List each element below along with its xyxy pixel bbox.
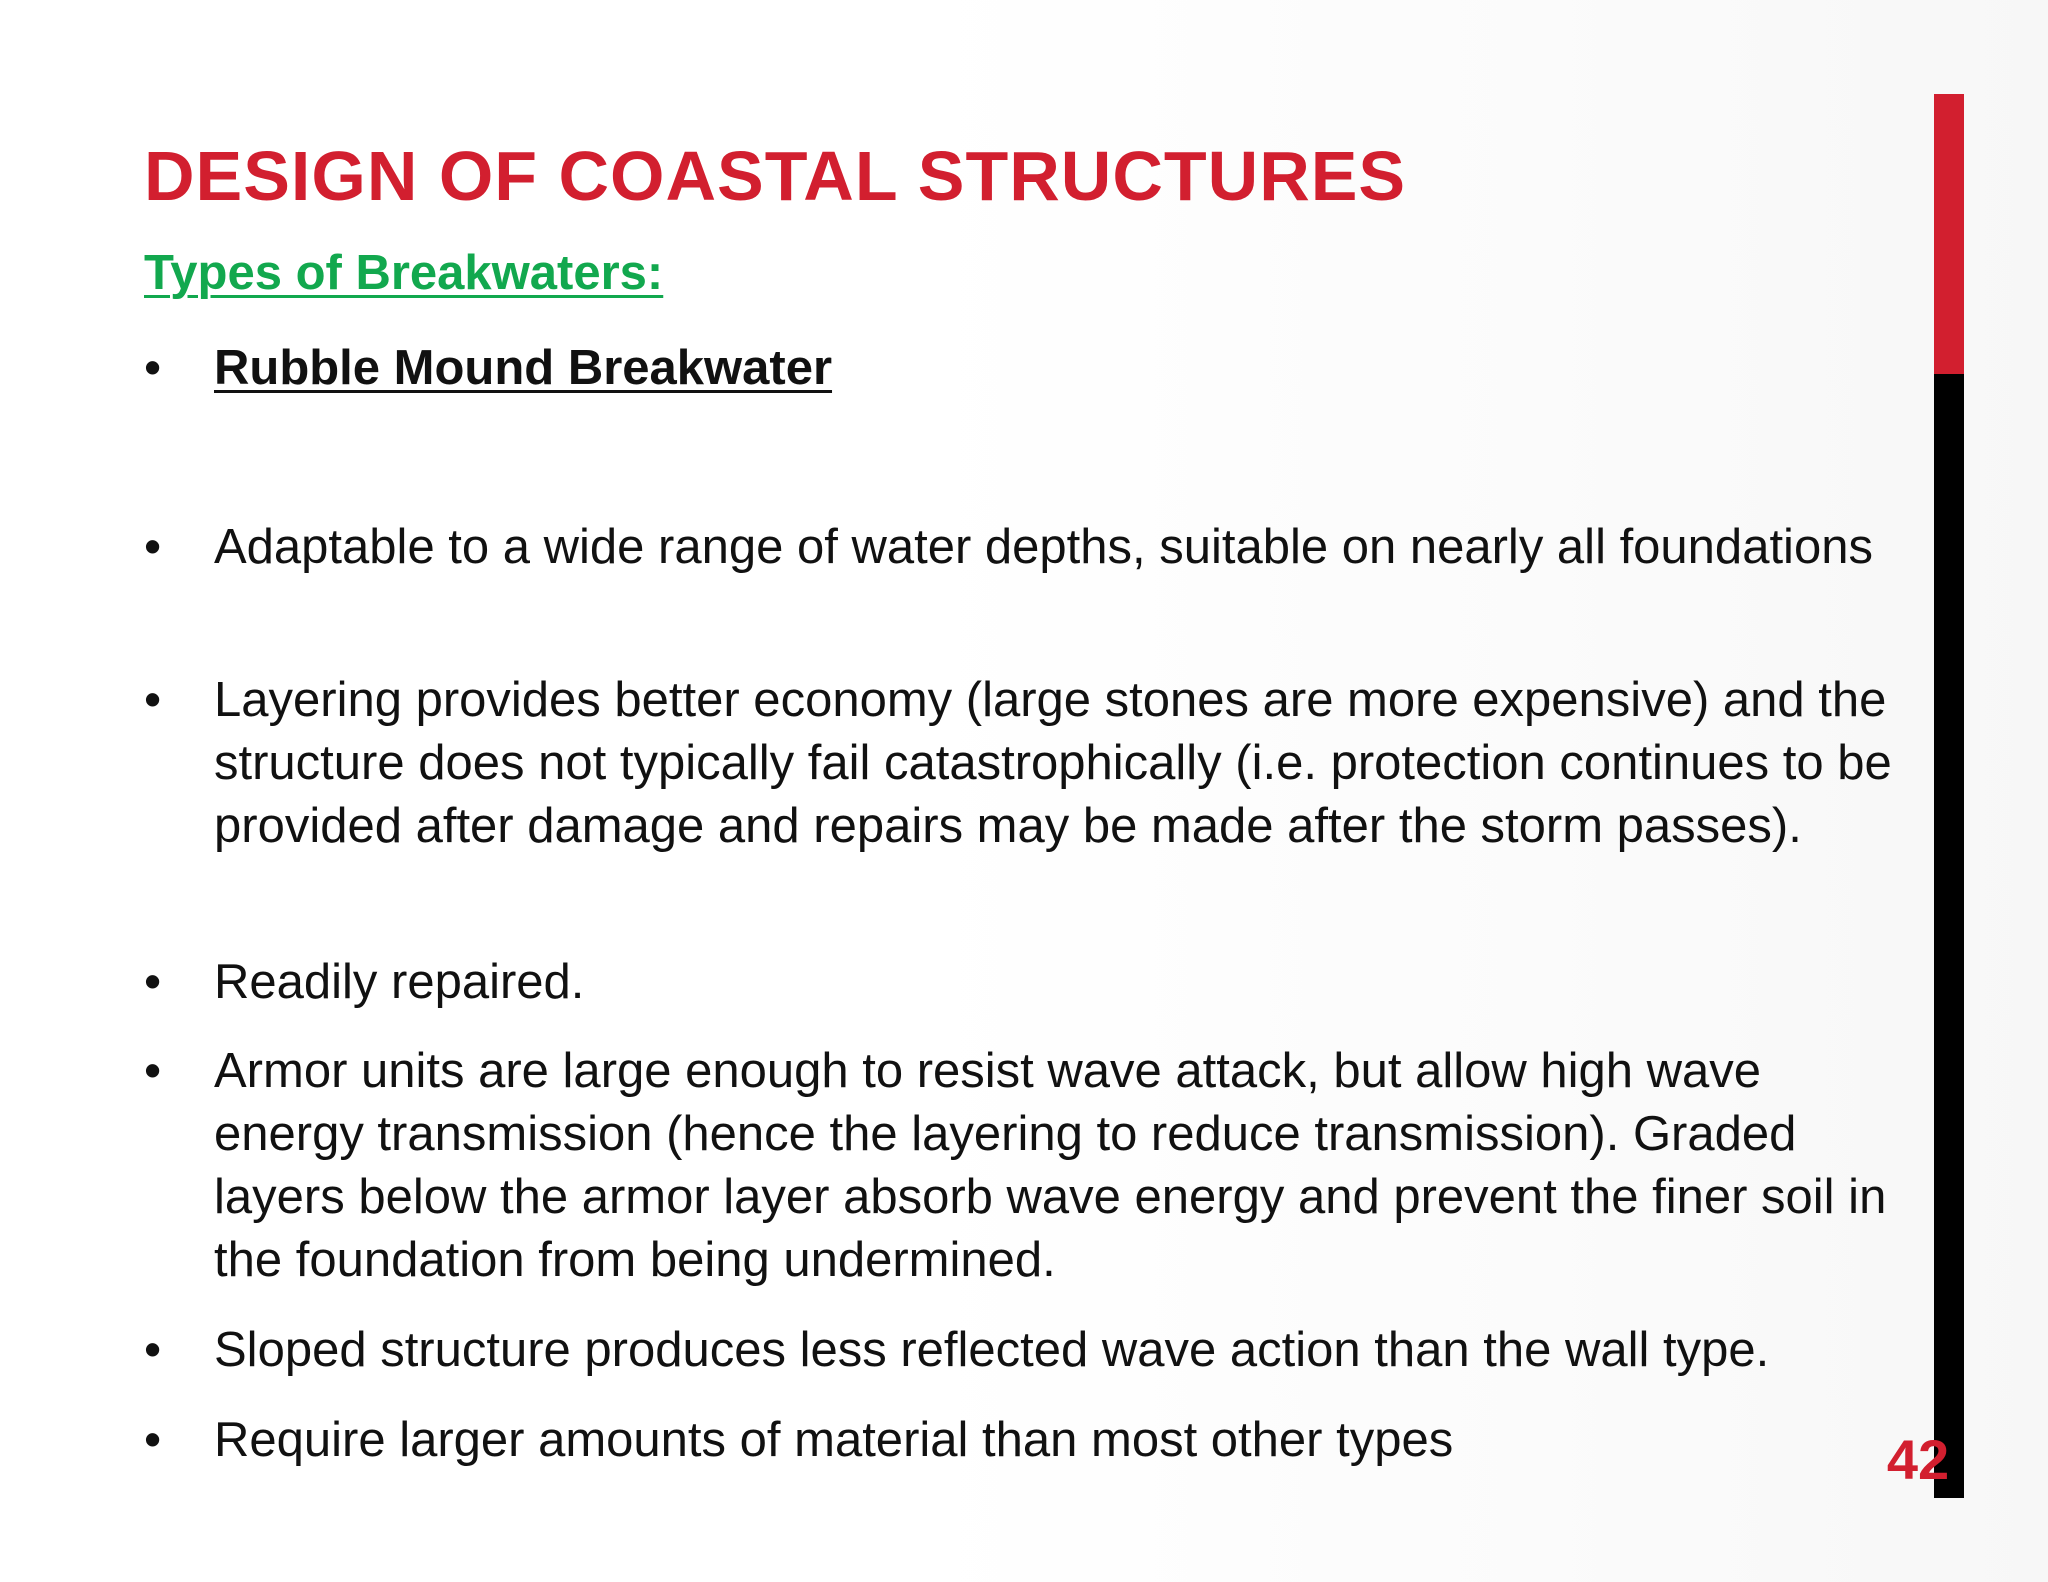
bullet-marker: • xyxy=(144,1413,162,1467)
bullet-marker: • xyxy=(144,1323,162,1377)
bullet-marker: • xyxy=(144,955,162,1009)
breakwater-type-heading: Rubble Mound Breakwater xyxy=(214,341,833,395)
page-number: 42 xyxy=(1886,1428,1950,1491)
bullet-item-1 xyxy=(144,516,1924,579)
slide-title: DESIGN OF COASTAL STRUCTURES xyxy=(144,137,1407,215)
bullet-item-3 xyxy=(144,951,1924,1014)
bullet-text: Armor units are large enough to resist wave attack, but allow high wave energy transmission (hence the layering to reduce transmission). Graded layers below the armor layer absorb wave energy and prevent the finer soil in the foundation from being undermined. xyxy=(214,1044,1887,1287)
right-accent-red-bar xyxy=(1934,94,1964,374)
bullet-item-5 xyxy=(144,1319,1924,1382)
bullet-item-2 xyxy=(144,669,1924,858)
bullet-marker: • xyxy=(144,520,162,574)
bullet-text: Require larger amounts of material than most other types xyxy=(214,1413,1454,1467)
bullet-item-6 xyxy=(144,1409,1924,1472)
bullet-item-4 xyxy=(144,1040,1924,1292)
bullet-text: Readily repaired. xyxy=(214,955,585,1009)
bullet-text: Sloped structure produces less reflected wave action than the wall type. xyxy=(214,1323,1770,1377)
bullet-marker: • xyxy=(144,341,162,395)
heading-bullet-row xyxy=(144,337,1924,400)
bullet-text: Adaptable to a wide range of water depths, suitable on nearly all foundations xyxy=(214,520,1873,574)
slide-subtitle: Types of Breakwaters: xyxy=(144,246,664,300)
bullet-marker: • xyxy=(144,673,162,727)
bullet-marker: • xyxy=(144,1044,162,1098)
bullet-text: Layering provides better economy (large stones are more expensive) and the structure does not typically fail catastrophically (i.e. protection continues to be provided after damage and repairs may be made after the storm passes). xyxy=(214,673,1892,853)
